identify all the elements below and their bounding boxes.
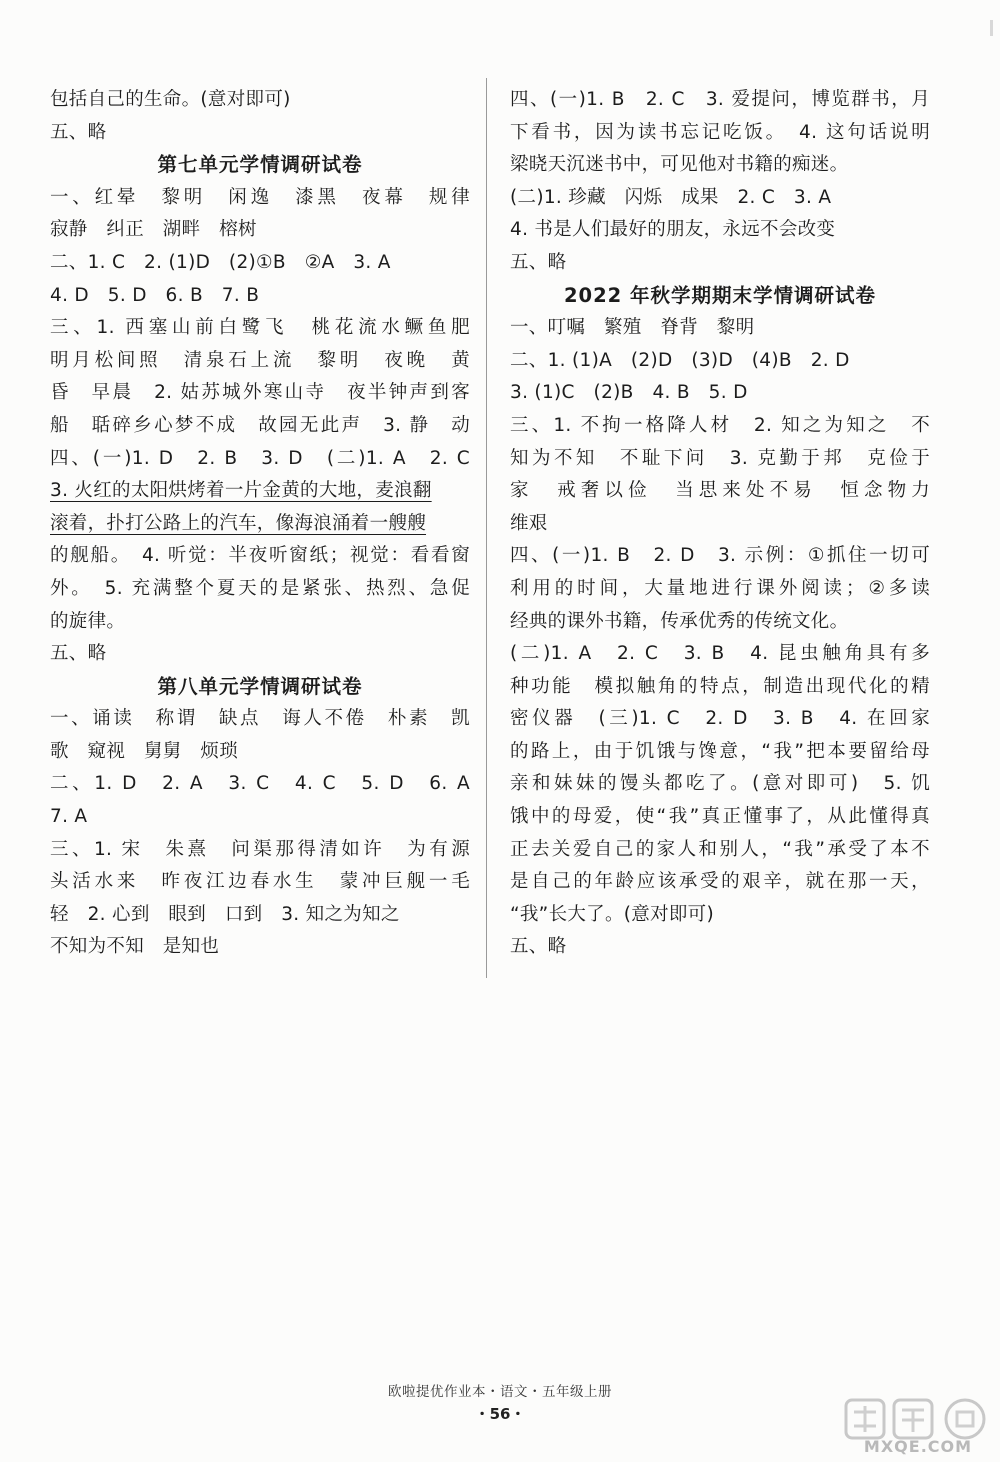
section-heading: 2022 年秋学期期末学情调研试卷	[563, 283, 877, 307]
answer-line: 头活水来 昨夜江边春水生 蒙冲巨舰一毛	[50, 871, 470, 893]
answer-line: 的旋律。	[50, 610, 126, 632]
answer-line: 种功能 模拟触角的特点，制造出现代化的精	[510, 675, 930, 697]
answer-line: 二、1. (1)A (2)D (3)D (4)B 2. D	[510, 349, 850, 371]
answer-line: 二、1. C 2. (1)D (2)①B ②A 3. A	[50, 251, 391, 273]
answer-line: 梁晓天沉迷书中，可见他对书籍的痴迷。	[510, 154, 849, 176]
answer-line: 下看书，因为读书忘记吃饭。 4. 这句话说明	[510, 121, 930, 143]
underlined-answer-line	[50, 508, 470, 541]
answer-line: 五、略	[50, 121, 107, 143]
answer-line: 利用的时间，大量地进行课外阅读；②多读	[510, 577, 930, 599]
answer-line: 正去关爱自己的家人和别人，“我”承受了本不	[510, 838, 930, 860]
answer-line: 亲和妹妹的馒头都吃了。(意对即可) 5. 饥	[510, 773, 930, 795]
watermark-site-text: MXQE.COM	[863, 1437, 973, 1456]
section-heading: 第八单元学情调研试卷	[157, 674, 363, 698]
answer-line: 三、1. 西塞山前白鹭飞 桃花流水鳜鱼肥	[50, 317, 470, 339]
answer-line: 四、(一)1. D 2. B 3. D (二)1. A 2. C	[50, 447, 470, 469]
answer-line: 7. A	[50, 806, 88, 828]
answer-line: (二)1. 珍藏 闪烁 成果 2. C 3. A	[510, 186, 832, 208]
right-column	[510, 84, 930, 964]
answer-line: 一、叮嘱 繁殖 脊背 黎明	[510, 317, 755, 339]
answer-line: 是自己的年龄应该承受的艰辛，就在那一天，	[510, 871, 930, 893]
answer-line: 3. (1)C (2)B 4. B 5. D	[510, 382, 748, 404]
answer-line: 一、诵读 称谓 缺点 诲人不倦 朴素 凯	[50, 708, 470, 730]
answer-line: 4. D 5. D 6. B 7. B	[50, 284, 260, 306]
answer-line: 五、略	[50, 643, 107, 665]
answer-line: 的舰船。 4. 听觉：半夜听窗纸；视觉：看看窗	[50, 545, 470, 567]
answer-line: 外。 5. 充满整个夏天的是紧张、热烈、急促	[50, 577, 470, 599]
answer-line: 的路上，由于饥饿与馋意，“我”把本要留给母	[510, 740, 930, 762]
underlined-text: 3. 火红的太阳烘烤着一片金黄的大地，麦浪翻	[50, 480, 432, 502]
answer-line: (二)1. A 2. C 3. B 4. 昆虫触角具有多	[510, 643, 930, 665]
page-number: ・56・	[474, 1405, 526, 1423]
section-heading: 第七单元学情调研试卷	[157, 153, 363, 177]
answer-line: 五、略	[510, 251, 567, 273]
answer-line: 五、略	[510, 936, 567, 958]
answer-line: 歌 窥视 舅舅 烦琐	[50, 740, 239, 762]
answer-line: 三、1. 不拘一格降人材 2. 知之为知之 不	[510, 414, 930, 436]
underlined-answer-line	[50, 475, 470, 508]
answer-line: 不知为不知 是知也	[50, 936, 220, 958]
answer-line: 四、(一)1. B 2. C 3. 爱提问，博览群书，月	[510, 89, 930, 110]
answer-line: 四、(一)1. B 2. D 3. 示例：①抓住一切可	[510, 545, 930, 567]
book-title: 欧啦提优作业本・语文・五年级上册	[388, 1384, 612, 1400]
answer-line: 饿中的母爱，使“我”真正懂事了，从此懂得真	[510, 806, 930, 828]
answer-line: 三、1. 宋 朱熹 问渠那得清如许 为有源	[50, 838, 470, 860]
answer-line: 密仪器 (三)1. C 2. D 3. B 4. 在回家	[510, 708, 930, 730]
answer-line: 4. 书是人们最好的朋友，永远不会改变	[510, 219, 836, 241]
scan-artifact	[990, 20, 993, 36]
answer-line: 船 聒碎乡心梦不成 故园无此声 3. 静 动	[50, 414, 470, 436]
answer-line: 维艰	[510, 512, 548, 534]
answer-line: 轻 2. 心到 眼到 口到 3. 知之为知之	[50, 903, 400, 925]
answer-line: 经典的课外书籍，传承优秀的传统文化。	[510, 610, 849, 632]
answer-line: “我”长大了。(意对即可)	[510, 903, 715, 925]
left-column	[50, 84, 470, 964]
answer-line: 昏 早晨 2. 姑苏城外寒山寺 夜半钟声到客	[50, 382, 470, 404]
answer-line: 明月松间照 清泉石上流 黎明 夜晚 黄	[50, 349, 470, 371]
answer-line: 家 戒奢以俭 当思来处不易 恒念物力	[510, 480, 930, 502]
underlined-text: 滚着，扑打公路上的汽车，像海浪涌着一艘艘	[50, 512, 427, 534]
answer-line: 二、1. D 2. A 3. C 4. C 5. D 6. A	[50, 773, 470, 795]
answer-line: 知为不知 不耻下问 3. 克勤于邦 克俭于	[510, 447, 930, 469]
answer-line: 寂静 纠正 湖畔 榕树	[50, 219, 257, 241]
answer-line: 包括自己的生命。(意对即可)	[50, 89, 291, 110]
column-divider	[486, 78, 487, 978]
answer-line: 一、红晕 黎明 闲逸 漆黑 夜幕 规律	[50, 186, 470, 208]
